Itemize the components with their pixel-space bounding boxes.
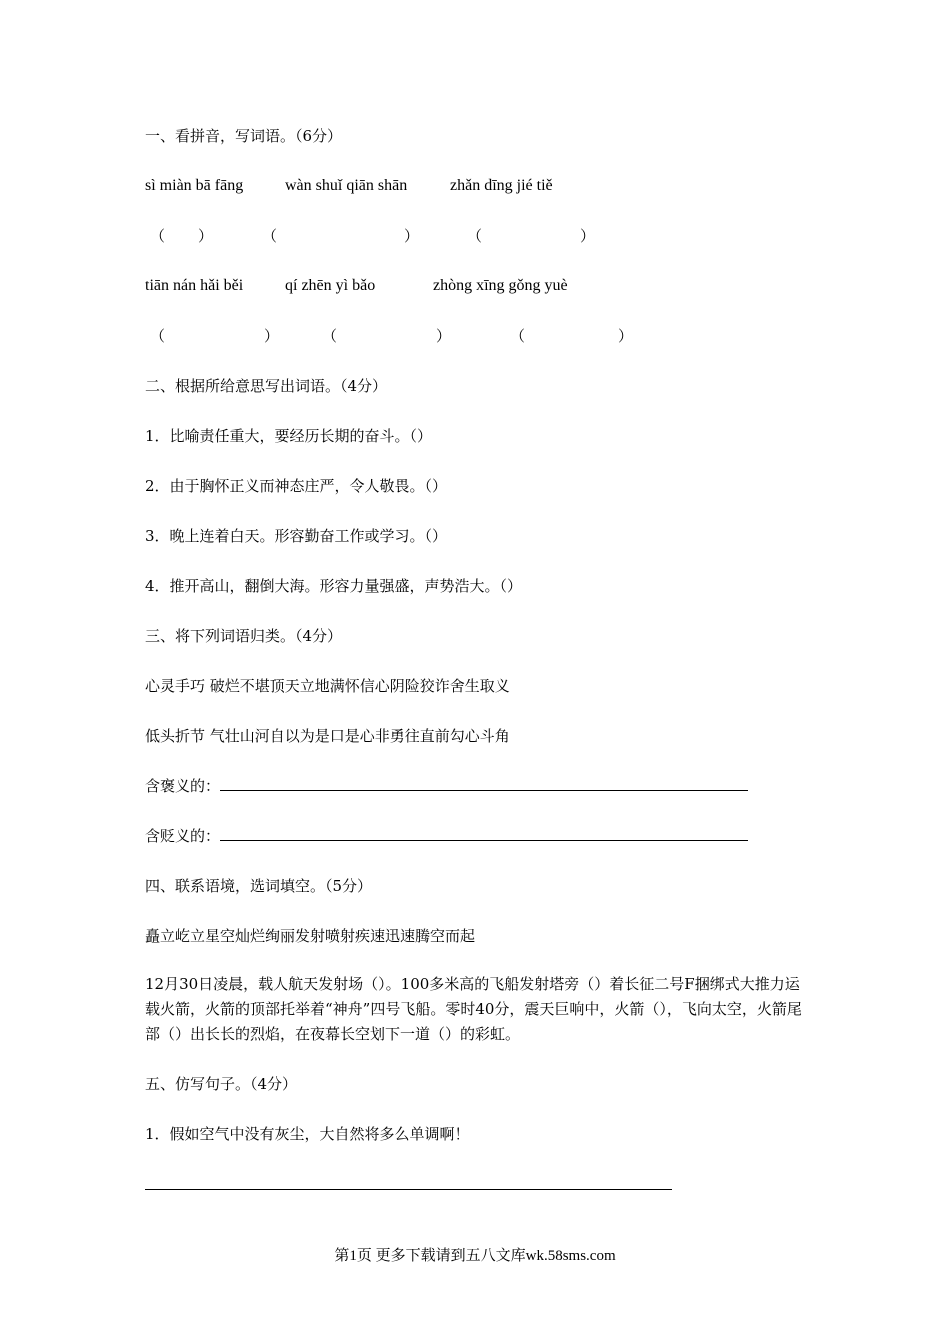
answer-blank[interactable]	[220, 776, 748, 791]
section4-heading: 四、联系语境，选词填空。（5分）	[145, 877, 373, 895]
section5-heading: 五、仿写句子。（4分）	[145, 1075, 298, 1093]
answer-paren-open: （	[322, 327, 338, 345]
pinyin-item: tiān nán hǎi běi	[145, 277, 244, 294]
question-item: 1．比喻责任重大，要经历长期的奋斗。（）	[145, 427, 433, 445]
answer-blank[interactable]	[220, 826, 748, 841]
pinyin-item: wàn shuǐ qiān shān	[285, 177, 408, 194]
negative-answer-row	[145, 826, 748, 846]
negative-label: 含贬义的：	[145, 827, 221, 845]
answer-paren-open: （	[467, 227, 483, 245]
word-list: 低头折节 气壮山河自以为是口是心非勇往直前勾心斗角	[145, 727, 510, 745]
pinyin-item: zhǎn dīng jié tiě	[450, 177, 553, 194]
page-footer: 第1页 更多下载请到五八文库wk.58sms.com	[334, 1248, 616, 1264]
pinyin-item: sì miàn bā fāng	[145, 177, 244, 194]
section2-heading: 二、根据所给意思写出词语。（4分）	[145, 377, 388, 395]
answer-paren-close: ）	[618, 327, 634, 345]
word-bank: 矗立屹立星空灿烂绚丽发射喷射疾速迅速腾空而起	[145, 927, 476, 945]
positive-label: 含褒义的：	[145, 777, 221, 795]
answer-paren-close: ）	[404, 227, 420, 245]
passage: 12月30日凌晨，载人航天发射场（）。100多米高的飞船发射塔旁（）着长征二号F捆绑式大推力运载火箭，火箭的顶部托举着“神舟”四号飞船。零时40分，震天巨响中，火箭（），飞向太空，火箭尾部（）出长长的烈焰，在夜幕长空划下一道（）的彩虹。	[145, 975, 802, 1043]
answer-paren-open: （	[150, 227, 166, 245]
answer-paren-close: ）	[436, 327, 452, 345]
pinyin-item: zhòng xīng gǒng yuè	[433, 277, 568, 294]
answer-paren-open: （	[262, 227, 278, 245]
question-item: 1．假如空气中没有灰尘，大自然将多么单调啊！	[145, 1125, 470, 1143]
answer-paren-open: （	[510, 327, 526, 345]
answer-paren-close: ）	[198, 227, 214, 245]
answer-paren-close: ）	[264, 327, 280, 345]
question-item: 4．推开高山，翻倒大海。形容力量强盛，声势浩大。（）	[145, 577, 523, 595]
question-item: 3．晚上连着白天。形容勤奋工作或学习。（）	[145, 527, 448, 545]
word-list: 心灵手巧 破烂不堪顶天立地满怀信心阴险狡诈舍生取义	[145, 677, 510, 695]
positive-answer-row	[145, 776, 748, 796]
section3-heading: 三、将下列词语归类。（4分）	[145, 627, 343, 645]
section1-heading: 一、看拼音，写词语。（6分）	[145, 127, 343, 145]
question-item: 2．由于胸怀正义而神态庄严，令人敬畏。（）	[145, 477, 448, 495]
answer-paren-close: ）	[580, 227, 596, 245]
answer-line[interactable]	[145, 1189, 672, 1190]
pinyin-item: qí zhēn yì bǎo	[285, 277, 376, 294]
answer-paren-open: （	[150, 327, 166, 345]
